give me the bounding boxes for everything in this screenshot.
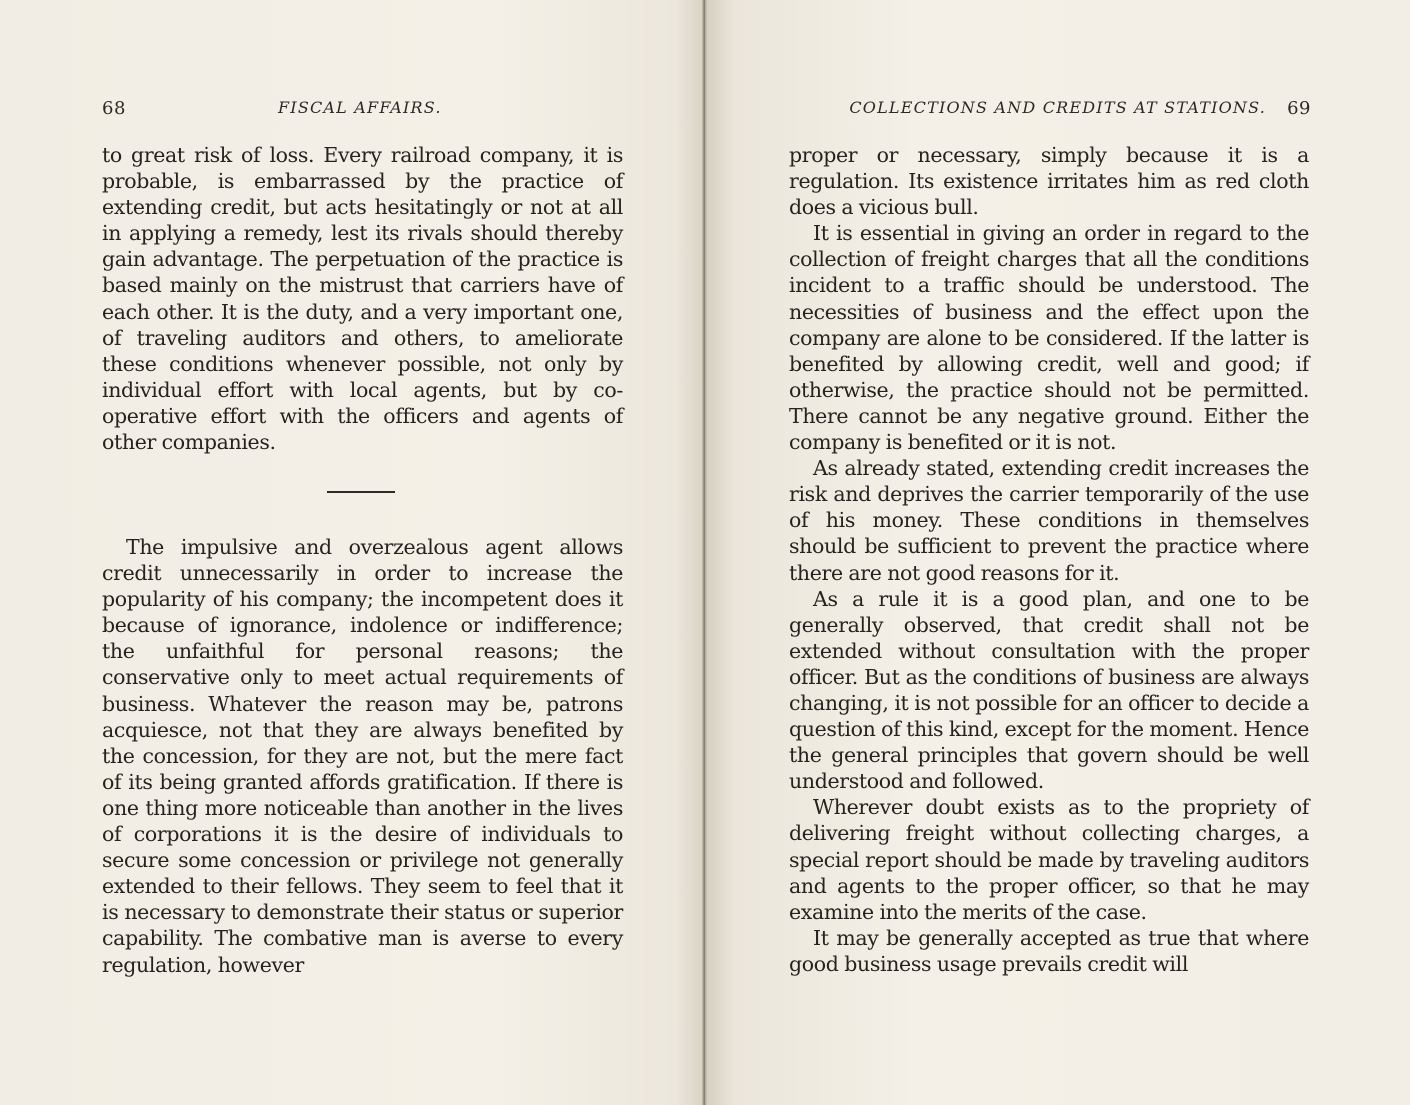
paragraph: to great risk of loss. Every railroad company, it is probable, is embarrassed by the practice of extending credit, but acts hesitatingly or not at all in applying a remedy, lest its rivals should thereby gain advantage. The perpetuation of the practice is based mainly on the mistrust that carriers have of each other. It is the duty, and a very important one, of traveling auditors and others, to ameliorate these conditions whenever possible, not only by individual effort with local agents, but by co-operative effort with the officers and agents of other companies. xyxy=(102,143,623,455)
right-running-title: COLLECTIONS AND CREDITS AT STATIONS. xyxy=(849,98,1266,117)
left-running-head xyxy=(102,98,622,124)
paragraph: It may be generally accepted as true that where good business usage prevails credit will xyxy=(789,925,1309,976)
paragraph: proper or necessary, simply because it is a regulation. Its existence irritates him as red cloth does a vicious bull. xyxy=(789,143,1309,220)
left-running-title: FISCAL AFFAIRS. xyxy=(278,98,442,117)
left-page xyxy=(0,0,703,1105)
left-text-block-top xyxy=(102,142,623,455)
right-page-number: 69 xyxy=(1287,98,1311,119)
right-text-block xyxy=(789,142,1309,977)
paragraph: As a rule it is a good plan, and one to be generally observed, that credit shall not be extended without consultation with the proper officer. But as the conditions of business are always changing, it is not possible for an officer to decide a question of this kind, except for the moment. Hence the general principles that govern should be well understood and followed. xyxy=(789,586,1309,794)
paragraph: As already stated, extending credit increases the risk and deprives the carrier temporarily of the use of his money. These conditions in themselves should be sufficient to prevent the practice where there are not good reasons for it. xyxy=(789,456,1309,585)
paragraph: It is essential in giving an order in regard to the collection of freight charges that all the conditions incident to a traffic should be understood. The necessities of business and the effect upon the company are alone to be considered. If the latter is benefited by allowing credit, well and good; if otherwise, the practice should not be permitted. There cannot be any negative ground. Either the company is benefited or it is not. xyxy=(789,221,1309,455)
paragraph: The impulsive and overzealous agent allows credit unnecessarily in order to increase the popularity of his company; the incompetent does it because of ignorance, indolence or indifference; the unfaithful for personal reasons; the conservative only to meet actual requirements of business. Whatever the reason may be, patrons acquiesce, not that they are always benefited by the concession, for they are not, but the mere fact of its being granted affords gratification. If there is one thing more noticeable than another in the lives of corporations it is the desire of individuals to secure some concession or privilege not generally extended to their fellows. They seem to feel that it is necessary to demonstrate their status or superior capability. The combative man is averse to every regulation, however xyxy=(102,535,623,977)
right-running-head xyxy=(791,98,1311,124)
paragraph: Wherever doubt exists as to the propriety of delivering freight without collecting charges, a special report should be made by traveling auditors and agents to the proper officer, so that he may examine into the merits of the case. xyxy=(789,795,1309,924)
left-text-block-bottom xyxy=(102,534,623,978)
right-page xyxy=(707,0,1410,1105)
section-divider xyxy=(327,491,395,493)
left-page-number: 68 xyxy=(102,98,126,119)
